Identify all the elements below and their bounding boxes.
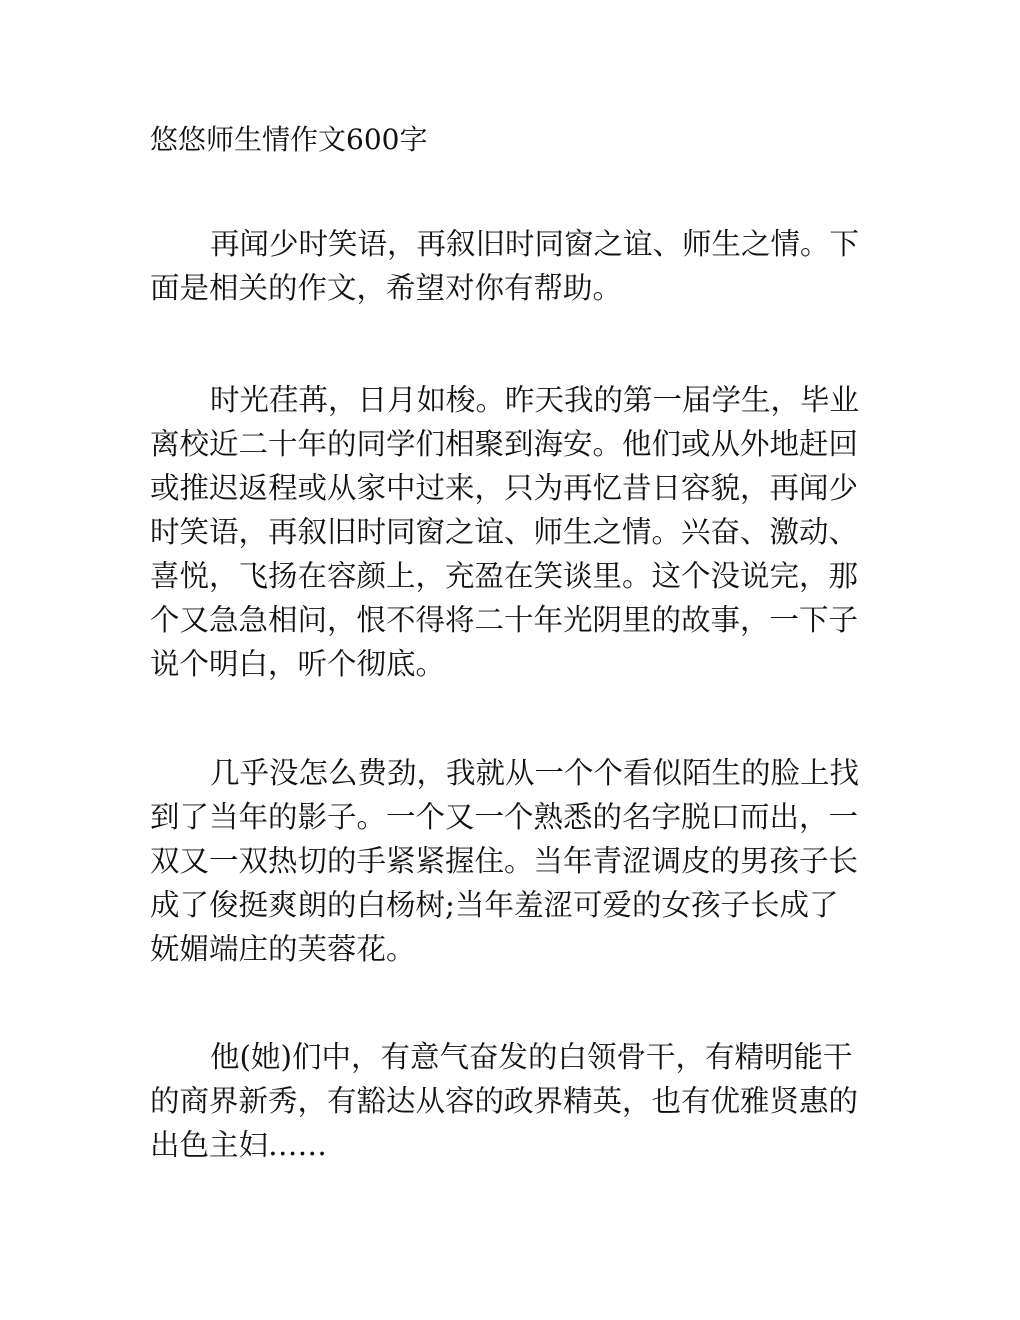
paragraph-line: 的商界新秀，有豁达从容的政界精英，也有优雅贤惠的 <box>150 1084 859 1118</box>
document-title: 悠悠师生情作文600字 <box>150 123 428 156</box>
paragraph-line: 或推迟返程或从家中过来，只为再忆昔日容貌，再闻少 <box>150 471 859 505</box>
paragraph-line: 他(她)们中，有意气奋发的白领骨干，有精明能干 <box>210 1040 853 1074</box>
paragraph-line: 时笑语，再叙旧时同窗之谊、师生之情。兴奋、激动、 <box>150 515 859 549</box>
paragraph-line: 妩媚端庄的芙蓉花。 <box>150 932 416 966</box>
paragraph-intro <box>150 222 872 310</box>
paragraph-line: 时光荏苒，日月如梭。昨天我的第一届学生，毕业 <box>210 383 860 417</box>
paragraph-reunion <box>150 378 872 686</box>
paragraph-line: 到了当年的影子。一个又一个熟悉的名字脱口而出，一 <box>150 800 859 834</box>
paragraph-line: 出色主妇…… <box>150 1128 328 1162</box>
paragraph-line: 成了俊挺爽朗的白杨树;当年羞涩可爱的女孩子长成了 <box>150 888 839 922</box>
paragraph-recognition <box>150 751 872 971</box>
paragraph-line: 个又急急相问，恨不得将二十年光阴里的故事，一下子 <box>150 603 859 637</box>
paragraph-line: 面是相关的作文，希望对你有帮助。 <box>150 271 623 305</box>
paragraph-line: 离校近二十年的同学们相聚到海安。他们或从外地赶回 <box>150 427 859 461</box>
paragraph-line: 几乎没怎么费劲，我就从一个个看似陌生的脸上找 <box>210 756 860 790</box>
paragraph-line: 双又一双热切的手紧紧握住。当年青涩调皮的男孩子长 <box>150 844 859 878</box>
paragraph-line: 再闻少时笑语，再叙旧时同窗之谊、师生之情。下 <box>210 227 860 261</box>
paragraph-line: 说个明白，听个彻底。 <box>150 647 446 681</box>
paragraph-line: 喜悦，飞扬在容颜上，充盈在笑谈里。这个没说完，那 <box>150 559 859 593</box>
paragraph-achievements <box>150 1035 872 1167</box>
